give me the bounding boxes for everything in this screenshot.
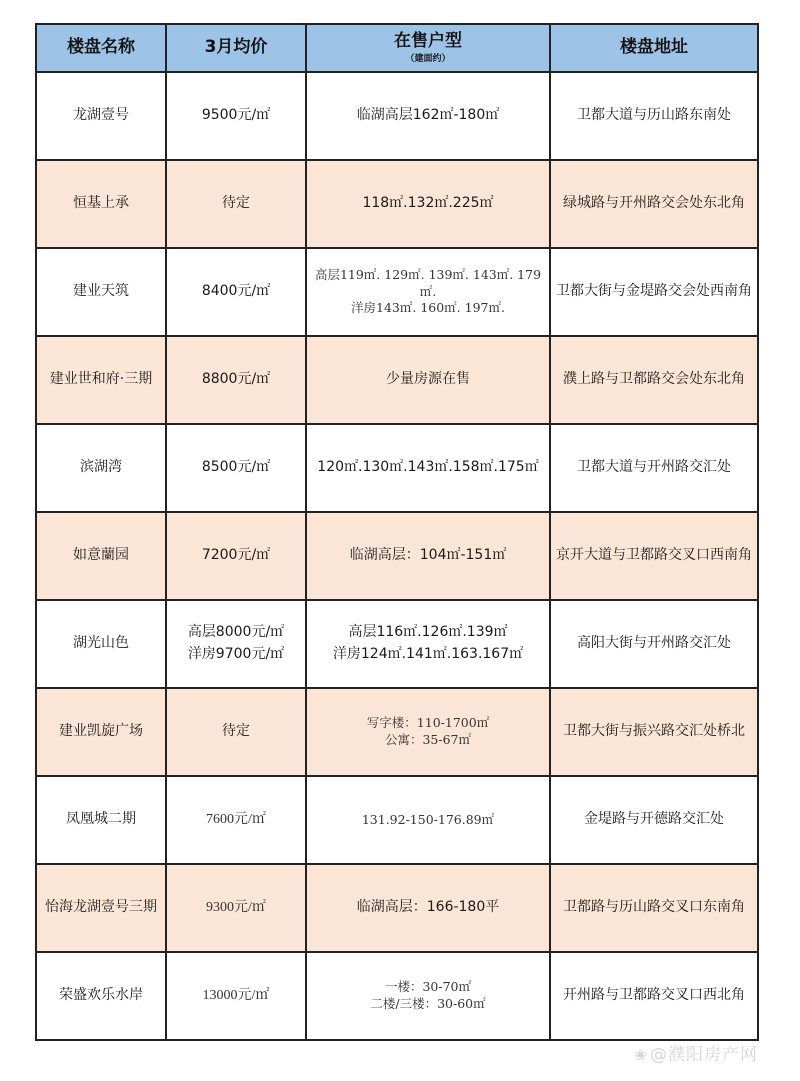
cell-units (306, 72, 550, 160)
header-label: 在售户型 (394, 31, 462, 52)
cell-address: 濮上路与卫都路交会处东北角 (550, 336, 758, 424)
table-row (36, 424, 758, 512)
cell-price (166, 336, 306, 424)
price-line: 待定 (222, 195, 250, 212)
cell-address: 绿城路与开州路交会处东北角 (550, 160, 758, 248)
cell-units (306, 424, 550, 512)
header-units-on-sale (306, 24, 550, 72)
header-project-name (36, 24, 166, 72)
cell-units (306, 512, 550, 600)
units-line: 二楼/三楼：30-60㎡ (370, 996, 486, 1011)
header-label: 楼盘地址 (620, 37, 688, 58)
watermark (634, 1040, 758, 1065)
header-row (36, 24, 758, 72)
cell-units (306, 952, 550, 1040)
cell-price (166, 72, 306, 160)
units-line: 高层119㎡. 129㎡. 139㎡. 143㎡. 179㎡. (314, 266, 542, 299)
table-row (36, 600, 758, 688)
cell-address: 卫都大街与金堤路交会处西南角 (550, 248, 758, 336)
price-line: 7600元/㎡ (206, 812, 266, 828)
price-line: 高层8000元/㎡ (187, 624, 285, 641)
cell-name: 湖光山色 (36, 600, 166, 688)
price-line: 7200元/㎡ (201, 547, 271, 564)
units-line: 写字楼：110-1700㎡ (366, 715, 490, 731)
cell-name: 建业世和府·三期 (36, 336, 166, 424)
units-line: 120㎡.130㎡.143㎡.158㎡.175㎡ (317, 459, 539, 476)
price-line: 待定 (222, 723, 250, 740)
units-line: 洋房124㎡.141㎡.163.167㎡ (332, 646, 524, 662)
cell-address: 卫都路与历山路交叉口东南角 (550, 864, 758, 952)
table-row (36, 864, 758, 952)
cell-units (306, 776, 550, 864)
housing-price-table-container (35, 23, 757, 1041)
cell-name: 龙湖壹号 (36, 72, 166, 160)
header-address (550, 24, 758, 72)
cell-price (166, 512, 306, 600)
cell-units (306, 336, 550, 424)
cell-address: 开州路与卫都路交叉口西北角 (550, 952, 758, 1040)
units-line: 高层116㎡.126㎡.139㎡ (348, 624, 508, 641)
cell-price (166, 600, 306, 688)
cell-name: 恒基上承 (36, 160, 166, 248)
cell-address: 卫都大道与历山路东南处 (550, 72, 758, 160)
cell-price (166, 160, 306, 248)
housing-price-table (35, 23, 759, 1041)
cell-units (306, 160, 550, 248)
cell-address: 金堤路与开德路交汇处 (550, 776, 758, 864)
cell-name: 如意蘭园 (36, 512, 166, 600)
price-line: 13000元/㎡ (202, 988, 270, 1004)
watermark-text: @濮阳房产网 (650, 1045, 758, 1065)
cell-address: 卫都大街与振兴路交汇处桥北 (550, 688, 758, 776)
table-row (36, 688, 758, 776)
table-row (36, 776, 758, 864)
paw-icon: ❀ (634, 1046, 648, 1064)
cell-units (306, 248, 550, 336)
units-line: 临湖高层：104㎡-151㎡ (349, 547, 507, 564)
units-line: 洋房143㎡. 160㎡. 197㎡. (351, 300, 505, 316)
price-line: 洋房9700元/㎡ (187, 646, 285, 662)
units-line: 少量房源在售 (386, 371, 470, 388)
cell-name: 怡海龙湖壹号三期 (36, 864, 166, 952)
cell-price (166, 864, 306, 952)
cell-units (306, 688, 550, 776)
table-row (36, 248, 758, 336)
cell-name: 滨湖湾 (36, 424, 166, 512)
price-line: 9500元/㎡ (201, 107, 271, 124)
cell-price (166, 776, 306, 864)
price-line: 8800元/㎡ (201, 371, 271, 388)
header-march-avg-price (166, 24, 306, 72)
units-line: 临湖高层：166-180平 (356, 899, 500, 916)
header-sublabel: （建面约） (405, 53, 451, 64)
cell-units (306, 864, 550, 952)
cell-name: 荣盛欢乐水岸 (36, 952, 166, 1040)
cell-name: 建业凯旋广场 (36, 688, 166, 776)
header-label: 楼盘名称 (67, 37, 135, 58)
table-row (36, 336, 758, 424)
units-line: 131.92-150-176.89㎡ (361, 811, 495, 827)
price-line: 8500元/㎡ (201, 459, 271, 476)
units-line: 一楼：30-70㎡ (384, 979, 472, 995)
price-line: 9300元/㎡ (206, 900, 266, 916)
cell-price (166, 424, 306, 512)
table-row (36, 160, 758, 248)
cell-name: 建业天筑 (36, 248, 166, 336)
cell-name: 凤凰城二期 (36, 776, 166, 864)
table-row (36, 72, 758, 160)
table-body (36, 72, 758, 1040)
cell-address: 卫都大道与开州路交汇处 (550, 424, 758, 512)
cell-price (166, 688, 306, 776)
cell-price (166, 952, 306, 1040)
table-row (36, 512, 758, 600)
units-line: 118㎡.132㎡.225㎡ (362, 195, 494, 212)
cell-price (166, 248, 306, 336)
table-row (36, 952, 758, 1040)
table-header (36, 24, 758, 72)
units-line: 公寓：35-67㎡ (384, 732, 472, 747)
header-label: 3月均价 (204, 37, 268, 58)
cell-units (306, 600, 550, 688)
price-line: 8400元/㎡ (201, 283, 271, 300)
cell-address: 京开大道与卫都路交叉口西南角 (550, 512, 758, 600)
cell-address: 高阳大街与开州路交汇处 (550, 600, 758, 688)
units-line: 临湖高层162㎡-180㎡ (356, 107, 500, 124)
